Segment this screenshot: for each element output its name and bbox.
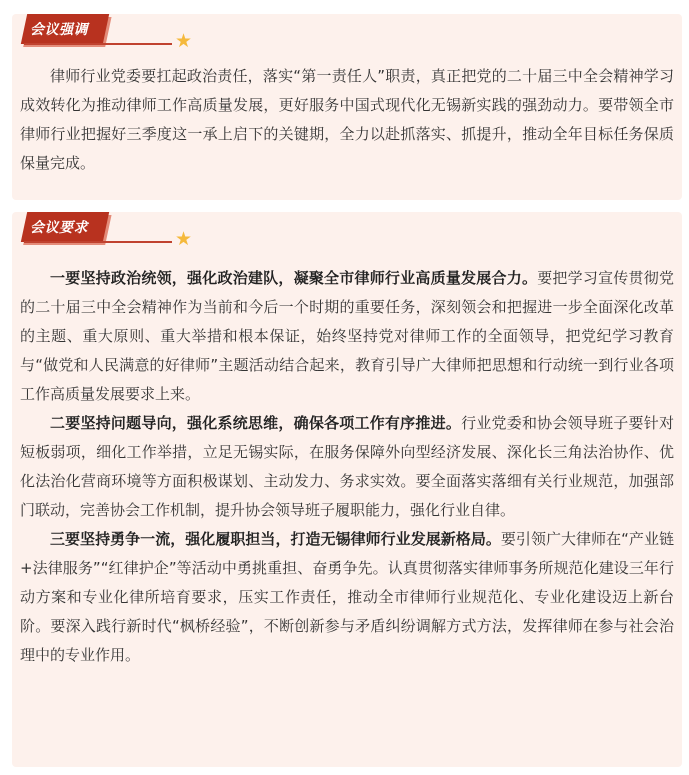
star-icon: ★	[175, 228, 193, 250]
divider-line	[24, 241, 172, 243]
requirement-item	[20, 409, 674, 525]
requirement-item	[20, 525, 674, 670]
requirement-lead: 三要坚持勇争一流，强化履职担当，打造无锡律师行业发展新格局。	[50, 530, 501, 548]
requirement-text: 行业党委和协会领导班子要针对短板弱项，细化工作举措，立足无锡实际，在服务保障外向型经济发展、深化长三角法治协作、优化法治化营商环境等方面积极谋划、主动发力、务求实效。要全面落实落细有关行业规范，加强部门联动，完善协会工作机制，提升协会领导班子履职能力，强化行业自律。	[20, 414, 674, 519]
requirement-text: 要把学习宣传贯彻党的二十届三中全会精神作为当前和今后一个时期的重要任务，深刻领会和把握进一步全面深化改革的主题、重大原则、重大举措和根本保证，始终坚持党对律师工作的全面领导，把党纪学习教育与“做党和人民满意的好律师”主题活动结合起来，教育引导广大律师把思想和行动统一到行业各项工作高质量发展要求上来。	[20, 269, 674, 403]
requirements-body	[20, 264, 674, 670]
requirement-item	[20, 264, 674, 409]
requirement-text: 要引领广大律师在“产业链+法律服务”“红律护企”等活动中勇挑重担、奋勇争先。认真贯彻落实律师事务所规范化建设三年行动方案和专业化律所培育要求，压实工作责任，推动全市律师行业规范化、专业化建设迈上新台阶。要深入践行新时代“枫桥经验”，不断创新参与矛盾纠纷调解方式方法，发挥律师在参与社会治理中的专业作用。	[20, 530, 674, 664]
section-tag-label: 会议强调	[30, 22, 88, 38]
section-tag-label: 会议要求	[30, 220, 88, 236]
emphasis-paragraph: 律师行业党委要扛起政治责任，落实“第一责任人”职责，真正把党的二十届三中全会精神学习成效转化为推动律师工作高质量发展，更好服务中国式现代化无锡新实践的强劲动力。要带领全市律师行业把握好三季度这一承上启下的关键期，全力以赴抓落实、抓提升，推动全年目标任务保质保量完成。	[20, 67, 674, 172]
star-icon: ★	[175, 30, 193, 52]
requirements-card	[12, 212, 682, 767]
divider-line	[24, 43, 172, 45]
emphasis-body	[20, 62, 674, 178]
emphasis-card	[12, 14, 682, 200]
requirement-lead: 一要坚持政治统领，强化政治建队，凝聚全市律师行业高质量发展合力。	[50, 269, 538, 287]
requirement-lead: 二要坚持问题导向，强化系统思维，确保各项工作有序推进。	[50, 414, 462, 432]
